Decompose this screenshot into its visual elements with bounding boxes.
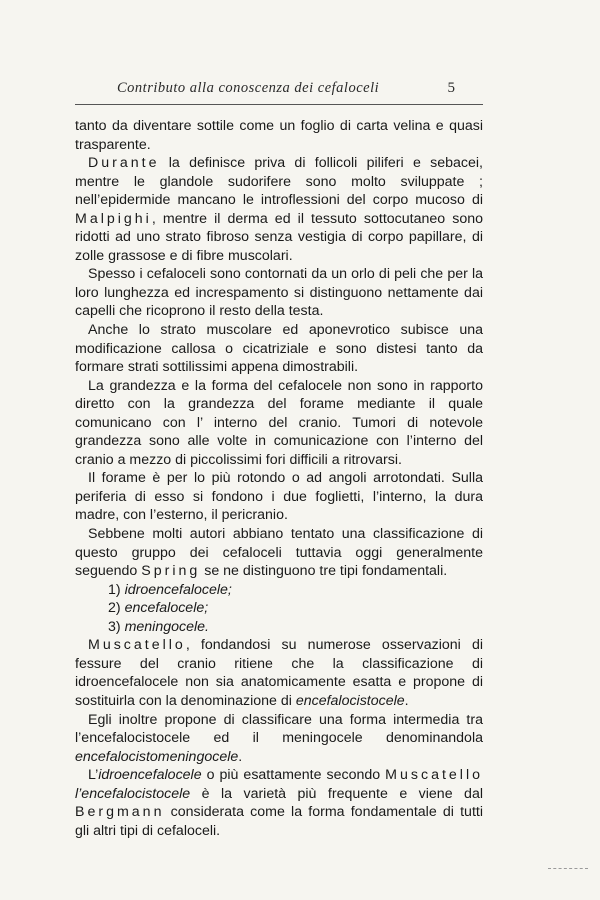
paragraph-7-text-b: se ne distinguono tre tipi fondamentali. (200, 563, 448, 580)
list-number: 1) (108, 581, 121, 598)
paragraph-7-text-a: Sebbene molti autori abbiano tentato una classificazione di questo gruppo dei cefaloceli tuttavia oggi generalmente seguendo (75, 526, 483, 580)
paragraph-9-text-a: Egli inoltre propone di classificare una forma intermedia tra l’encefalocistocele ed il meningocele denominandola (75, 711, 483, 747)
scan-edge-mark (548, 868, 588, 869)
paragraph-8-text-b: . (404, 692, 409, 709)
term-idroencefalocele: idroencefalocele (98, 767, 202, 784)
paragraph-1 (75, 117, 483, 154)
author-bergmann: Bergmann (75, 804, 165, 821)
list-number: 2) (108, 600, 121, 617)
list-number: 3) (108, 618, 121, 635)
paragraph-6-text: Il forame è per lo più rotondo o ad angoli arrotondati. Sulla periferia di esso si fondono i due foglietti, l’interno, la dura madre, con l’esterno, il pericranio. (75, 470, 483, 524)
paragraph-9 (75, 711, 483, 767)
paragraph-1-text: tanto da diventare sottile come un foglio di carta velina e quasi trasparente. (75, 118, 483, 153)
list-item (75, 581, 483, 600)
paragraph-4-text: Anche lo strato muscolare ed aponevrotico subisce una modificazione callosa o cicatriziale e sono distesi tanto da formare strati sottilissimi appena dimostrabili. (75, 322, 483, 376)
term-encefalocistomeningocele: encefalocistomeningocele (75, 748, 239, 765)
page-number: 5 (447, 80, 455, 96)
paragraph-2-text-a: la definisce priva di follicoli piliferi e sebacei, mentre le glandole sudorifere sono molto sviluppate ; nell’epidermide mancano le introflessioni del corpo mucoso di (75, 155, 483, 209)
running-title: Contributo alla conoscenza dei cefaloceli (117, 80, 380, 96)
body-text (75, 117, 483, 840)
paragraph-10-text-b: o più esattamente secondo (201, 767, 386, 784)
author-muscatello-2: Muscatello (385, 767, 483, 784)
paragraph-9-text-b: . (238, 748, 243, 765)
paragraph-10-text-c: è la varietà più frequente e viene dal (190, 785, 483, 802)
list-term: encefalocele; (124, 600, 209, 617)
paragraph-5 (75, 377, 483, 470)
list-item (75, 599, 483, 618)
list-term: meningocele. (124, 618, 209, 635)
paragraph-2 (75, 154, 483, 265)
paragraph-8 (75, 636, 483, 710)
paragraph-3 (75, 265, 483, 321)
header-rule (75, 104, 483, 105)
list-term: idroencefalocele; (124, 581, 232, 598)
author-durante: Durante (88, 155, 160, 172)
paragraph-5-text: La grandezza e la forma del cefalocele non sono in rapporto diretto con la grandezza del forame mediante il quale comunicano con l’ interno del cranio. Tumori di notevole grandezza sono alle volte in comunicazione con l’interno del cranio a mezzo di piccolissimi fori difficili a ritrovarsi. (75, 377, 483, 468)
paragraph-10 (75, 766, 483, 840)
paragraph-10-text-d: considerata come la forma fondamentale di tutti gli altri tipi di cefaloceli. (75, 804, 483, 839)
paragraph-4 (75, 321, 483, 377)
author-spring: Spring (141, 563, 201, 580)
author-muscatello: Muscatello (88, 637, 186, 654)
paragraph-3-text: Spesso i cefaloceli sono contornati da un orlo di peli che per la loro lunghezza ed increspamento si distinguono nettamente dai capelli che ricoprono il resto della testa. (75, 266, 483, 320)
term-encefalocistocele: encefalocistocele (295, 692, 405, 709)
term-encefalocistocele-2: l’encefalocistocele (75, 785, 191, 802)
author-malpighi: Malpighi (75, 210, 152, 227)
paragraph-2-text-b: , mentre il derma ed il tessuto sottocutaneo sono ridotti ad uno strato fibroso senza vestigia di corpo papillare, di zolle grassose e di fibre muscolari. (75, 210, 483, 264)
list-item (75, 618, 483, 637)
paragraph-8-text-a: , fondandosi su numerose osservazioni di fessure del cranio ritiene che la classificazione di idroencefalocele non sia anatomicamente esatta e propone di sostituirla con la denominazione di (75, 637, 483, 709)
paragraph-6 (75, 469, 483, 525)
page-header (75, 80, 485, 102)
paragraph-7 (75, 525, 483, 581)
paragraph-10-text-a: L’ (88, 767, 99, 784)
